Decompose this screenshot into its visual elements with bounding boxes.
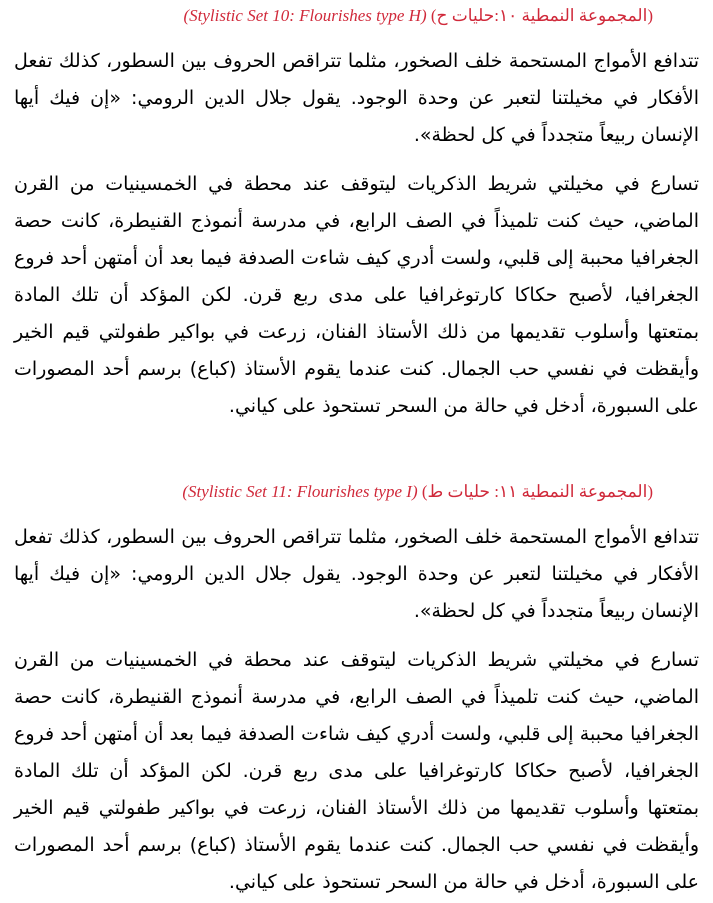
stylistic-set-11-heading-latin: (Stylistic Set 11: Flourishes type I) [182,482,418,501]
set-11-sample-paragraph-1: تتدافع الأمواج المستحمة خلف الصخور، مثلما تتراقص الحروف بين السطور، كذلك تفعل الأفكار في مخيلتنا لتعبر عن وحدة الوجود. يقول جلال الدين الرومي: «إن فيك أيها الإنسان ربيعاً متجدداً في كل لحظة». [14,526,699,622]
set-11-sample-paragraph-2: تسارع في مخيلتي شريط الذكريات ليتوقف عند محطة في الخمسينيات من القرن الماضي، حيث كنت تلميذاً في الصف الرابع، في مدرسة أنموذج القنيطرة، كانت حصة الجغرافيا محببة إلى قلبي، ولست أدري كيف شاءت الصدفة فيما بعد أن أمتهن أحد فروع الجغرافيا، لأصبح حكاكا كارتوغرافيا على مدى ربع قرن. لكن المؤكد أن تلك المادة بمتعتها وأسلوب تقديمها من ذلك الأستاذ الفنان، زرعت في بواكير طفولتي قيم الخير وأيقظت في نفسي حب الجمال. كنت عندما يقوم الأستاذ (كباع) برسم أحد المصورات على السبورة، أدخل في حالة من السحر تستحوذ على كياني. [14,649,699,893]
stylistic-set-11-section [14,481,699,901]
stylistic-set-11-heading [14,481,699,503]
stylistic-set-10-heading [14,5,699,27]
set-10-sample-paragraph-2: تسارع في مخيلتي شريط الذكريات ليتوقف عند محطة في الخمسينيات من القرن الماضي، حيث كنت تلميذاً في الصف الرابع، في مدرسة أنموذج القنيطرة، كانت حصة الجغرافيا محببة إلى قلبي، ولست أدري كيف شاءت الصدفة فيما بعد أن أمتهن أحد فروع الجغرافيا، لأصبح حكاكا كارتوغرافيا على مدى ربع قرن. لكن المؤكد أن تلك المادة بمتعتها وأسلوب تقديمها من ذلك الأستاذ الفنان، زرعت في بواكير طفولتي قيم الخير وأيقظت في نفسي حب الجمال. كنت عندما يقوم الأستاذ (كباع) برسم أحد المصورات على السبورة، أدخل في حالة من السحر تستحوذ على كياني. [14,173,699,417]
stylistic-set-11-heading-arabic: (المجموعة النمطية ١١: حليات ط) [421,482,653,501]
stylistic-set-10-section [14,5,699,425]
set-10-sample-paragraph-1: تتدافع الأمواج المستحمة خلف الصخور، مثلما تتراقص الحروف بين السطور، كذلك تفعل الأفكار في مخيلتنا لتعبر عن وحدة الوجود. يقول جلال الدين الرومي: «إن فيك أيها الإنسان ربيعاً متجدداً في كل لحظة». [14,50,699,146]
stylistic-set-10-heading-arabic: (المجموعة النمطية ١٠:حليات ح) [430,6,653,25]
stylistic-set-10-heading-latin: (Stylistic Set 10: Flourishes type H) [183,6,427,25]
